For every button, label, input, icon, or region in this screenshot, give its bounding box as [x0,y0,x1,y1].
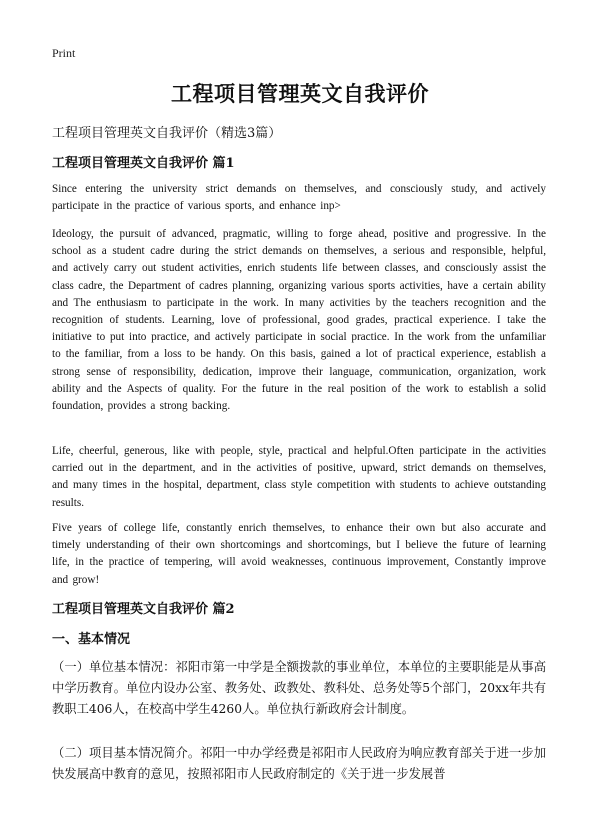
print-label: Print [52,46,76,60]
section-1-paragraph-1: Since entering the university strict demands on themselves, and consciously study, and actively participate in the practice of various sports, and enhance inp> [52,183,546,213]
section-1-paragraph-2: Ideology, the pursuit of advanced, pragmatic, willing to forge ahead, positive and progressive. In the school as a student cadre during the strict demands on themselves, a serious and responsible, helpful, and actively carry out student activities, enrich students life between classes, and consciously assist the class cadre, the Department of cadres planning, organizing various sports activities, have a certain ability and The enthusiasm to participate in the work. In many activities by the teachers recognition and the recognition of students. Learning, love of professional, good grades, practical experience. I take the initiative to put into practice, and actively participate in social practice. In the work from the unfamiliar to the familiar, from a loss to be handy. On this basis, gained a lot of practical experience, establish a strong sense of responsibility, dedication, improve their language, communication, organization, work ability and the Aspects of quality. For the future in the real position of the work to establish a solid foundation, provides a strong backing. [52,228,546,413]
document-subtitle: 工程项目管理英文自我评价（精选3篇） [52,126,282,141]
document-title: 工程项目管理英文自我评价 [171,81,429,106]
section-2-heading: 工程项目管理英文自我评价 篇2 [52,602,235,617]
section-1-heading: 工程项目管理英文自我评价 篇1 [52,156,235,171]
section-1-paragraph-3: Life, cheerful, generous, like with people, style, practical and helpful.Often participate in the activities carried out in the department, and in the activities of positive, upward, strict demands on themselves, and many times in the hospital, department, class style competition with students to achieve outstanding results. [52,445,546,509]
section-2-paragraph-1: （一）单位基本情况：祁阳市第一中学是全额拨款的事业单位，本单位的主要职能是从事高中学历教育。单位内设办公室、教务处、政教处、教科处、总务处等5个部门，20xx年共有教职工406人，在校高中学生4260人。单位执行新政府会计制度。 [52,660,546,716]
section-2-subheading: 一、基本情况 [52,632,131,647]
section-1-paragraph-4: Five years of college life, constantly enrich themselves, to enhance their own but also accurate and timely understanding of their own shortcomings and shortcomings, but I believe the future of learning life, in the practice of tempering, will avoid weaknesses, continuous improvement, Constantly improve and grow! [52,522,546,586]
section-2-paragraph-2: （二）项目基本情况简介。祁阳一中办学经费是祁阳市人民政府为响应教育部关于进一步加快发展高中教育的意见，按照祁阳市人民政府制定的《关于进一步发展普 [52,746,546,781]
